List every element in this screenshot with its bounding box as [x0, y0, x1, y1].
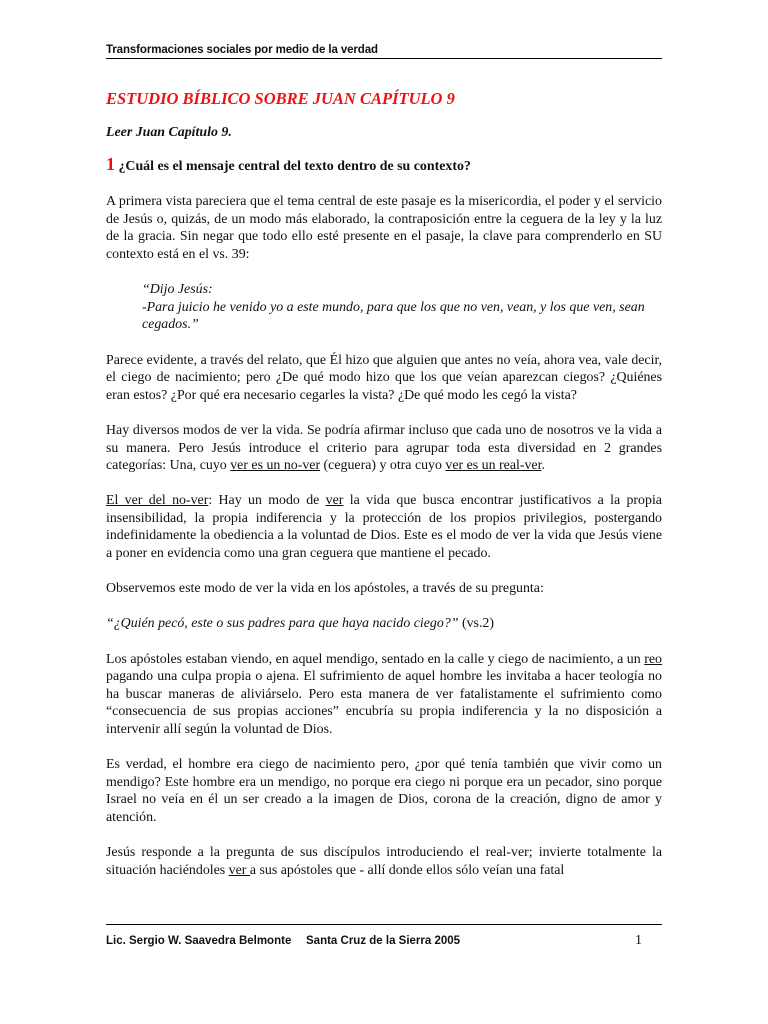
quote-line-1: “Dijo Jesús: — [142, 282, 213, 298]
quote-verse-39 — [142, 281, 662, 334]
paragraph-4-text-a: : Hay un modo de — [208, 493, 326, 509]
paragraph-6-text-b: pagando una culpa propia o ajena. El sufrimiento de aquel hombre les invitaba a hacer teología no ha buscar maneras de aliviárselo. Pero esta manera de ver fatalistamente el sufrimiento como “consecuencia de sus propias acciones” encubría su propia indiferencia y la no disposición a intervenir allí según la voluntad de Dios. — [106, 669, 662, 737]
underlined-phrase-no-ver: ver es un no-ver — [230, 458, 321, 474]
quote-2-reference: (vs.2) — [458, 616, 494, 632]
page-footer — [106, 924, 662, 948]
footer-author: Lic. Sergio W. Saavedra Belmonte — [106, 935, 292, 947]
paragraph-3-text-c: . — [541, 458, 545, 474]
paragraph-7: Es verdad, el hombre era ciego de nacimiento pero, ¿por qué tenía también que vivir como un mendigo? Este hombre era un mendigo, no porque era ciego ni porque era un pecador, sino porque Israel no veía en él un ser creado a la imagen de Dios, corona de la creación, digno de amor y atención. — [106, 757, 662, 825]
underlined-word-reo: reo — [644, 651, 662, 667]
paragraph-8-text-b: a sus apóstoles que - allí donde ellos sólo veían una fatal — [249, 862, 565, 878]
question-number: 1 — [106, 153, 115, 174]
paragraph-1: A primera vista pareciera que el tema central de este pasaje es la misericordia, el poder y el servicio de Jesús o, quizás, de un modo más elaborado, la contraposición entre la ceguera de la ley y la luz de la gracia. Sin negar que todo ello esté presente en el pasaje, la clave para comprenderlo en SU contexto está en el vs. 39: — [106, 194, 662, 262]
quote-line-2: -Para juicio he venido yo a este mundo, para que los que no ven, vean, y los que ven, sean cegados.” — [142, 299, 645, 333]
paragraph-4-text-b: la vida que busca encontrar justificativos a la propia insensibilidad, la propia indiferencia y la protección de los propios privilegios, postergando indefinidamente la obediencia a la voluntad de Dios. Este es el modo de ver la vida que Jesús viene a poner en evidencia como una gran ceguera que mantiene el pecado. — [106, 493, 662, 562]
paragraph-6 — [106, 651, 662, 739]
document-title: ESTUDIO BÍBLICO SOBRE JUAN CAPÍTULO 9 — [106, 89, 455, 108]
paragraph-6-text-a: Los apóstoles estaban viendo, en aquel mendigo, sentado en la calle y ciego de nacimiento, a un — [106, 651, 645, 667]
document-body — [106, 88, 662, 879]
paragraph-3-text-a: Hay diversos modos de ver la vida. Se podría afirmar incluso que cada uno de nosotros ve la vida a su manera. Pero Jesús introduce el criterio para agrupar toda esta diversidad en 2 grandes categorías: Una, cuyo — [106, 422, 662, 474]
underlined-word-ver: ver — [325, 493, 344, 509]
paragraph-2: Parece evidente, a través del relato, que Él hizo que alguien que antes no veía, ahora vea, vale decir, el ciego de nacimiento; pero ¿De qué modo hizo que los que veían aparezcan ciegos? ¿Quiénes eran estos? ¿Por qué era necesario cegarles la vista? ¿De qué modo les cegó la vista? — [106, 352, 662, 403]
paragraph-5: Observemos este modo de ver la vida en los apóstoles, a través de su pregunta: — [106, 581, 544, 597]
question-text: ¿Cuál es el mensaje central del texto dentro de su contexto? — [118, 158, 471, 174]
underlined-word-ver-2: ver — [228, 862, 250, 878]
paragraph-3-text-b: (ceguera) y otra cuyo — [320, 458, 446, 474]
underlined-phrase-real-ver: ver es un real-ver — [445, 458, 542, 474]
underlined-heading-no-ver: El ver del no-ver — [106, 493, 209, 509]
question-heading — [106, 153, 662, 176]
paragraph-8 — [106, 844, 662, 879]
quote-2-text: “¿Quién pecó, este o sus padres para que haya nacido ciego?” — [106, 616, 459, 632]
paragraph-8-text-a: Jesús responde a la pregunta de sus discípulos introduciendo el real-ver; invierte totalmente la situación haciéndoles — [106, 845, 662, 878]
reading-instruction: Leer Juan Capítulo 9. — [106, 125, 232, 140]
quote-verse-2 — [106, 615, 662, 633]
paragraph-4 — [106, 492, 662, 562]
running-header: Transformaciones sociales por medio de la verdad — [106, 44, 662, 59]
paragraph-3 — [106, 422, 662, 475]
page-number: 1 — [635, 933, 642, 948]
footer-place-year: Santa Cruz de la Sierra 2005 — [306, 935, 461, 947]
